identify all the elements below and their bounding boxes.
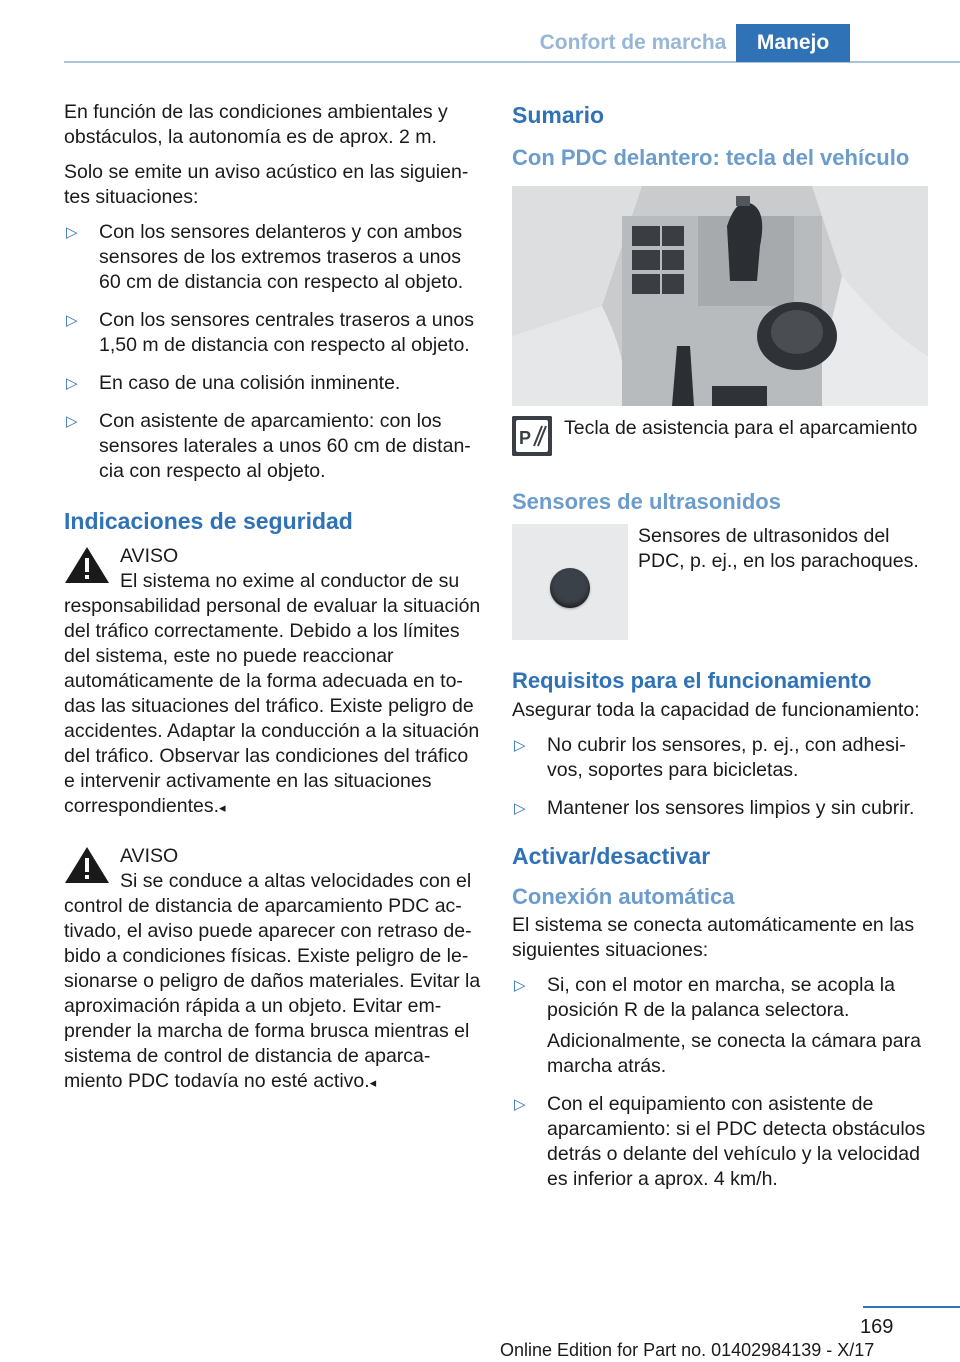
list-item: ▷ Mantener los sensores limpios y sin cubrir.: [514, 797, 915, 819]
paragraph-acoustic: Solo se emite un aviso acústico en las siguientes situaciones:: [64, 161, 469, 208]
list-item: ▷ Con asistente de aparcamiento: con los sensores laterales a unos 60 cm de distancia con respecto al objeto.: [66, 410, 471, 482]
section-tab-confort[interactable]: Confort de marcha: [539, 31, 727, 54]
list-item: ▷ Si, con el motor en marcha, se acopla la posición R de la palanca selectora. Adicionalmente, se conecta la cámara para marcha atrás.: [514, 974, 921, 1077]
end-mark-icon: ◂: [369, 1075, 377, 1090]
pdc-heading: Con PDC delantero: tecla del vehículo: [512, 145, 910, 170]
acoustic-list: [64, 220, 482, 484]
triangle-bullet-icon: ▷: [66, 312, 78, 329]
triangle-bullet-icon: ▷: [66, 224, 78, 241]
warning-block-2: [64, 844, 482, 1095]
requirements-heading: Requisitos para el funcionamiento: [512, 668, 872, 693]
parking-assist-key-icon: [512, 416, 552, 456]
triangle-bullet-icon: ▷: [514, 977, 526, 994]
footer-rule: [863, 1306, 960, 1308]
summary-heading: Sumario: [512, 102, 605, 128]
svg-text:P: P: [519, 428, 532, 448]
sensors-heading: Sensores de ultrasonidos: [512, 489, 781, 514]
list-item: ▷ Con el equipamiento con asistente de aparcamiento: si el PDC detecta obstáculos detrás o delante del vehículo y la velocidad es inferior a aprox. 4 km/h.: [514, 1093, 926, 1190]
triangle-bullet-icon: ▷: [514, 737, 526, 754]
requirements-intro: Asegurar toda la capacidad de funcionamiento:: [512, 699, 920, 721]
ultrasonic-sensor-image: [512, 524, 628, 640]
sensor-block: [512, 524, 930, 640]
section-tab-manejo[interactable]: Manejo: [736, 24, 850, 62]
warning-title: AVISO: [120, 845, 179, 867]
sensors-text: Sensores de ultrasonidos del PDC, p. ej., en los parachoques.: [638, 525, 919, 572]
sensor-dot-icon: [550, 568, 590, 608]
triangle-bullet-icon: ▷: [514, 800, 526, 817]
auto-connect-heading: Conexión automática: [512, 884, 735, 909]
paragraph-range: En función de las condiciones ambientales y obstáculos, la autonomía es de aprox. 2 m.: [64, 101, 448, 148]
triangle-bullet-icon: ▷: [66, 413, 78, 430]
list-item: ▷ En caso de una colisión inminente.: [66, 372, 401, 394]
requirements-list: [512, 733, 930, 821]
warning-triangle-icon: [64, 545, 110, 585]
page-number: 169: [860, 1316, 894, 1338]
safety-heading: Indicaciones de seguridad: [64, 508, 353, 534]
key-legend: [512, 416, 930, 458]
list-item: ▷ Con los sensores delanteros y con ambos sensores de los extremos traseros a unos 60 cm de distancia con respecto al objeto.: [66, 221, 464, 293]
end-mark-icon: ◂: [219, 800, 226, 815]
warning-title: AVISO: [120, 545, 179, 567]
activate-heading: Activar/desactivar: [512, 843, 711, 869]
list-item: ▷ No cubrir los sensores, p. ej., con adhesivos, soportes para bicicletas.: [514, 734, 906, 781]
warning-text: El sistema no exime al conductor de su responsabilidad personal de evaluar la situación del tráfico correctamente. Debido a los límites del sistema, este no puede reaccionar automáticamente de la forma adecuada en todas las situaciones del tráfico. Existe peligro de accidentes. Adaptar la conducción a la situación del tráfico. Observar las condiciones del tráfico e intervenir activamente en las situaciones correspondientes.: [64, 570, 481, 817]
triangle-bullet-icon: ▷: [514, 1096, 526, 1113]
edition-footer: Online Edition for Part no. 01402984139 - X/17: [500, 1340, 875, 1360]
triangle-bullet-icon: ▷: [66, 375, 78, 392]
warning-text: Si se conduce a altas velocidades con el control de distancia de aparcamiento PDC activado, el aviso puede aparecer con retraso debido a condiciones físicas. Existe peligro de lesionarse o peligro de daños materiales. Evitar la aproximación rápida a un objeto. Evitar emprender la marcha de forma brusca mientras el sistema de control de distancia de aparcamiento PDC todavía no esté activo.: [64, 870, 481, 1092]
center-console-photo: [512, 186, 928, 406]
list-item: ▷ Con los sensores centrales traseros a unos 1,50 m de distancia con respecto al objeto.: [66, 309, 475, 356]
warning-block-1: [64, 544, 482, 820]
left-column: [64, 100, 482, 1119]
auto-connect-list: [512, 973, 930, 1192]
right-column: [512, 100, 930, 1205]
auto-connect-intro: El sistema se conecta automáticamente en las siguientes situaciones:: [512, 914, 915, 961]
legend-text: Tecla de asistencia para el aparcamiento: [564, 417, 918, 439]
warning-triangle-icon: [64, 845, 110, 885]
